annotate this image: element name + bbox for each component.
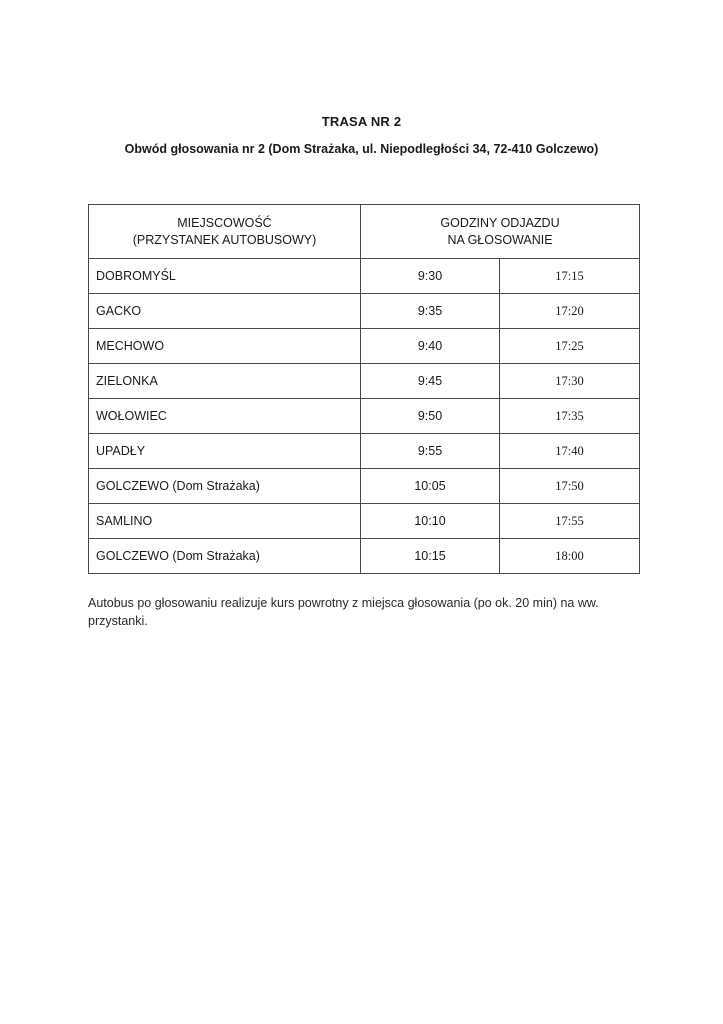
table-row bbox=[89, 364, 640, 399]
page-title: TRASA NR 2 bbox=[321, 114, 402, 129]
header-times-line2: NA GŁOSOWANIE bbox=[447, 232, 553, 247]
header-place-line2: (PRZYSTANEK AUTOBUSOWY) bbox=[132, 232, 317, 247]
row-time-evening: 17:30 bbox=[500, 364, 640, 399]
row-time-morning: 9:30 bbox=[361, 259, 500, 294]
row-time-evening: 17:20 bbox=[500, 294, 640, 329]
row-place: MECHOWO bbox=[89, 329, 361, 364]
row-time-evening: 18:00 bbox=[500, 539, 640, 574]
row-time-evening: 17:40 bbox=[500, 434, 640, 469]
header-times-line1: GODZINY ODJAZDU bbox=[440, 215, 560, 230]
table-row bbox=[89, 259, 640, 294]
table-row bbox=[89, 504, 640, 539]
table-row bbox=[89, 329, 640, 364]
header-place-line1: MIEJSCOWOŚĆ bbox=[177, 215, 272, 230]
row-time-evening: 17:25 bbox=[500, 329, 640, 364]
row-place: GOLCZEWO (Dom Strażaka) bbox=[89, 539, 361, 574]
table-row bbox=[89, 434, 640, 469]
return-trip-note: Autobus po głosowaniu realizuje kurs powrotny z miejsca głosowania (po ok. 20 min) na ww. przystanki. bbox=[88, 596, 599, 628]
row-time-evening: 17:50 bbox=[500, 469, 640, 504]
row-time-morning: 10:10 bbox=[361, 504, 500, 539]
row-time-morning: 10:05 bbox=[361, 469, 500, 504]
row-time-morning: 10:15 bbox=[361, 539, 500, 574]
row-place: GACKO bbox=[89, 294, 361, 329]
schedule-table bbox=[88, 204, 640, 574]
table-row bbox=[89, 399, 640, 434]
table-row bbox=[89, 539, 640, 574]
table-row bbox=[89, 294, 640, 329]
table-header-row bbox=[89, 205, 640, 259]
row-time-evening: 17:15 bbox=[500, 259, 640, 294]
page-subtitle: Obwód głosowania nr 2 (Dom Strażaka, ul. Niepodległości 34, 72-410 Golczewo) bbox=[124, 142, 599, 156]
row-time-evening: 17:55 bbox=[500, 504, 640, 539]
row-place: GOLCZEWO (Dom Strażaka) bbox=[89, 469, 361, 504]
row-time-morning: 9:35 bbox=[361, 294, 500, 329]
row-place: DOBROMYŚL bbox=[89, 259, 361, 294]
header-times bbox=[361, 205, 640, 259]
row-time-evening: 17:35 bbox=[500, 399, 640, 434]
table-row bbox=[89, 469, 640, 504]
row-place: SAMLINO bbox=[89, 504, 361, 539]
row-time-morning: 9:40 bbox=[361, 329, 500, 364]
row-time-morning: 9:55 bbox=[361, 434, 500, 469]
row-place: WOŁOWIEC bbox=[89, 399, 361, 434]
row-time-morning: 9:50 bbox=[361, 399, 500, 434]
row-place: ZIELONKA bbox=[89, 364, 361, 399]
header-place bbox=[89, 205, 361, 259]
row-place: UPADŁY bbox=[89, 434, 361, 469]
row-time-morning: 9:45 bbox=[361, 364, 500, 399]
